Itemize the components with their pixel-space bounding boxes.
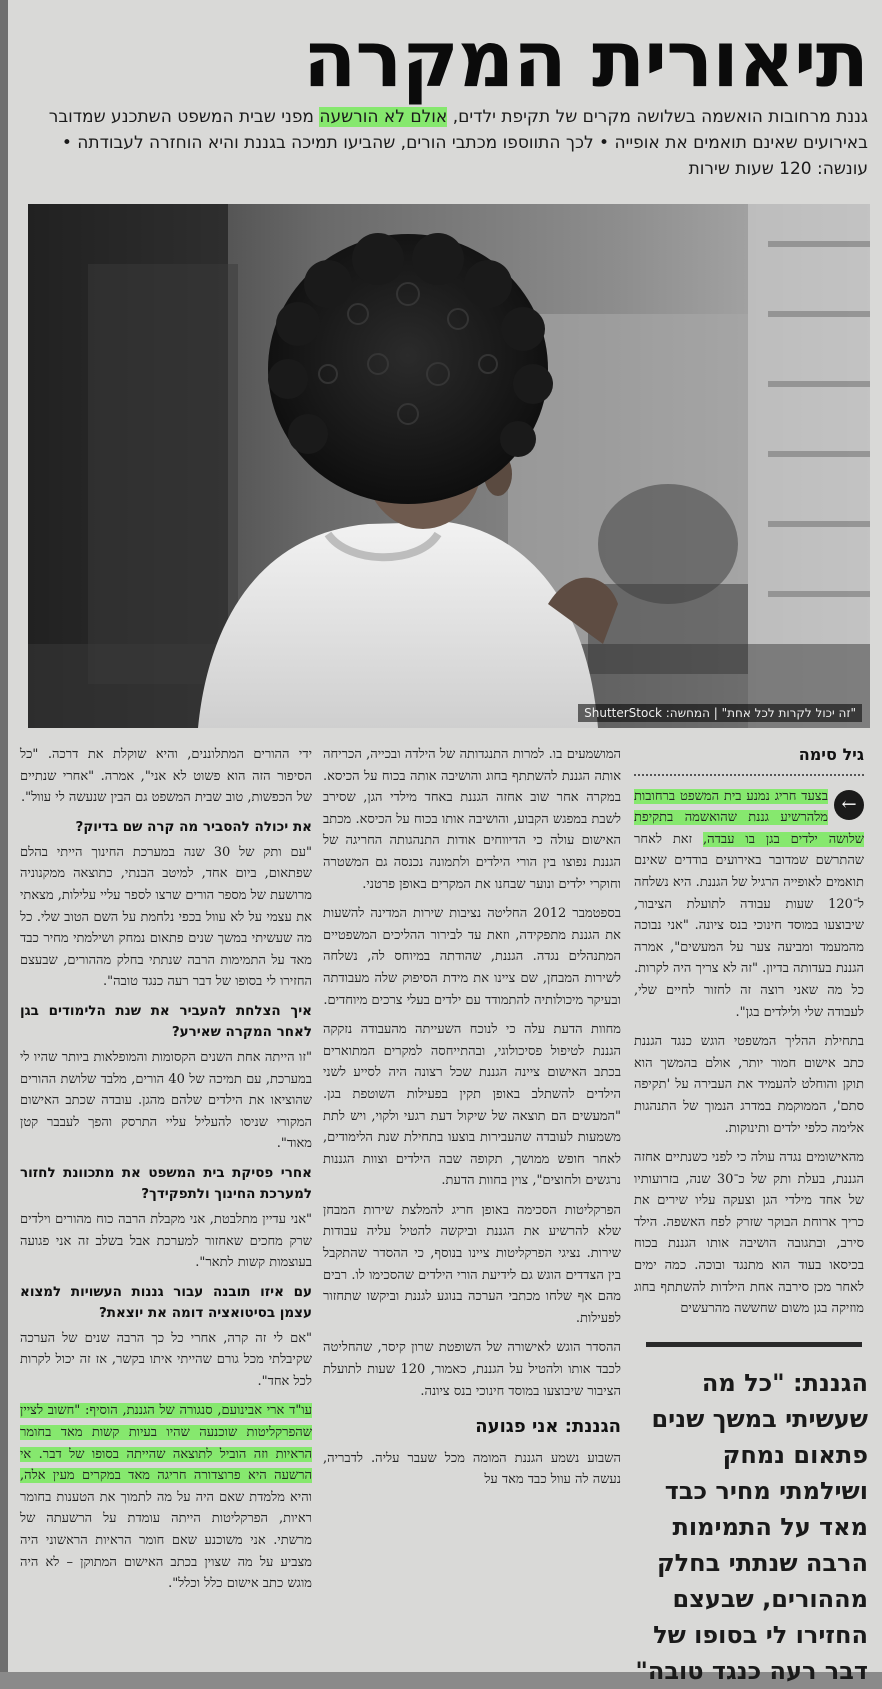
- highlighted-text: עו"ד ארי אבינועם, סנגורה של הגננת, הוסיף: "חשוב לציין שהפרקליטות שוכנעה שהיו בעיות קשות מאד בחומר הראיות וזה הוביל לתוצאה שהייתה בסופו של דבר. אי הרשעה היא פרוצדורה חריגה מאד במקרים מעין אלה,: [20, 1403, 312, 1484]
- article-photo: [28, 204, 870, 728]
- arrow-left-icon: ←: [834, 790, 864, 820]
- pull-quote: הגננת: "כל מה שעשיתי במשך שנים פתאום נמחק ושילמתי מחיר כבד מאד על התמימות הרבה שנתתי בחלק מההורים, שבעצם החזירו לי בסופו של דבר רעה כנגד טובה": [635, 1369, 868, 1685]
- lead-paragraph: [14, 104, 868, 194]
- photo-caption: "זה יכול לקרות לכל אחת" | המחשה: ShutterStock: [578, 704, 862, 722]
- interview-answer: "עם ותק של 30 שנה במערכת החינוך הייתי בהלם שפתאום, ביום אחד, למיטב הבנתי, כתוצאה ממקנוניה מרושעת של מספר הורים שרצו לספר עליי עלילות, מצאתי את עצמי על לא עוול בכפי נלחמת על השם הטוב שלי. כל מה שעשיתי במשך שנים פתאום נמחק ושילמתי מחיר כבד מאד על התמימות הרבה שנתתי בחלק מההורים, שבעצם החזירו לי בסופו של דבר רעה כנגד טובה".: [20, 844, 312, 990]
- paragraph: [20, 1400, 312, 1594]
- child-photo-illustration: [28, 204, 870, 728]
- column-right: [634, 744, 864, 1344]
- interview-answer: "אני עדיין מתלבטת, אני מקבלת הרבה כוח מהורים וילדים שרק מחכים שאחזור למערכת אבל בשלב זה אני פגועה בעוצמות קשות לתאר".: [20, 1211, 312, 1271]
- paragraph: ההסדר הוגש לאישורה של השופטת שרון קיסר, שהחליטה לכבד אותו ולהטיל על הגננת, כאמור, 120 שעות לתועלת הציבור שיבוצעו במוסד חינוכי בנס ציונה.: [323, 1340, 621, 1399]
- paragraph: הפרקליטות הסכימה באופן חריג להמלצת שירות המבחן שלא להרשיע את הגננת וביקשה להטיל עליה עבודות שירות. נציגי הפרקליטות ציינו בנוסף, כי ההסדר שהתקבל בין הצדדים הוגש גם לידיעת הורי הילדים שהסכימו לו. רבים מהם אף שלחו מכתבי הערכה בנוגע לגננת וביקשו שתחזור לפעילות.: [323, 1202, 621, 1326]
- interview-question: עם איזו תובנה עבור גננות העשויות למצוא עצמן בסיטואציה דומה את יוצאת?: [20, 1283, 312, 1321]
- paragraph-text: זאת לאחר שהתרשם שמדובר באירועים בודדים שאינם תואמים לאופייה הרגיל של הגננת. היא נשלחה ל־120 שעות עבודה לתועלת הציבור, שיבוצעו במוסד חינוכי בנס ציונה. "אני נבוכה מהמעמד ומביעה צער על המעשים", אמרה הגננת בעדותה בדיון. "זה לא צריך היה לקרות. כל מה שאני רוצה זה לחזור לחיים שלי, לעבודה שלי ולילדים בגן".: [634, 831, 864, 1020]
- paragraph: בספטמבר 2012 החליטה נציבות שירות המדינה להשעות את הגננת מתפקידה, וזאת עד לבירור ההליכים המשפטיים המתנהלים נגדה. הגננת, שהודתה במיוחס לה, נשלחה לשירות המבחן, שם ציינו את מידת הסיפוק שלה מעבודתה ובעיקר מיכולותיה להתמודד עם ילדים בעלי צרכים מיוחדים.: [323, 906, 622, 1008]
- column-middle: [323, 744, 621, 1662]
- interview-question: את יכולה להסביר מה קרה שם בדיוק?: [75, 818, 312, 835]
- paragraph: [634, 786, 864, 1024]
- interview-question: אחרי פסיקת בית המשפט את מתכוונת לחזור למערכת החינוך ולתפקידך?: [20, 1164, 312, 1202]
- lead-text-end: מפני שבית המשפט השתכנע שמדובר באירועים שאינם תואמים את אופייה • לכך התווספו מכתבי הורים, שהביעו תמיכה בגננת והיא הוחזרה לעבודתה • עונשה: 120 שעות שירות: [48, 107, 868, 179]
- paragraph: מהאישומים נגדה עולה כי לפני כשנתיים אחזה הגננת, בעלת ותק של כ־30 שנה, בזרועותיו של אחד מילדי הגן וצעקה עליו שירים את כריך ארוחת הבוקר שזרק לפח האשפה. הילד סירב, ובתגובה הושיבה אותו הגננת בכוח בכיסאו בעוד הוא מתנגד ובוכה. כמה ימים לאחר מכן סירבה אחת הילדות להשתתף בחוג מוזיקה בגן משום שחששה מהרעשים: [634, 1150, 864, 1317]
- paragraph: ידי ההורים המתלוננים, והיא שוקלת את דרכה. "כל הסיפור הזה הוא פשוט לא אני", אמרה. "אחרי שנתיים של הכפשות, טוב שבית המשפט גם הבין שנעשה לי עוול".: [20, 747, 312, 806]
- paragraph: מחוות הדעת עלה כי לנוכח השעייתה מהעבודה נזקקה הגננת לטיפול פסיכולוגי, ובהתייחסה למקרים המתוארים בכתב האישום ציינה הגננת שכל רצונה היה לסייע לשני הילדים להשתלב באופן תקין בפעילות השוטפת בגן. "המעשים הם תוצאה של שיקול דעת רגעי ולקוי, ויש לתת משמעות לעובדה שהעבירות בוצעו בתחילת שנת הלימודים, לאחר חופש ממושך, תקופה שבה הילדים וצוות הגננות נרגשים ולחוצים", צוין בחוות הדעת.: [323, 1022, 621, 1189]
- column-left: [20, 744, 312, 1662]
- interview-answer: "זו הייתה אחת השנים הקסומות והמופלאות ביותר שהיו לי במערכת, עם תמיכה של 40 הורים, מלבד שלושת ההורים שהוציאו את הילדים שלהם מהגן. עובדה שכתב האישום המקורי שניסו להעליל עליי התרסק והפך לעבבר קטן מאוד".: [20, 1049, 312, 1152]
- paragraph-text: והיא מלמדת שאם היה על מה לתמוך את הטענות בחומר ראיות, הפרקליטות הייתה עומדת על הרשעתה של מרשתי. אני משוכנע שאם חומר הראיות הראשוני היה מצביע על מה שצוין בכתב האישום המתוקן – לא היה מוגש כתב אישום כלל וכלל".: [20, 1489, 312, 1592]
- subheading: הגננת: אני פגועה: [475, 1416, 621, 1438]
- lead-highlight: אולם לא הורשעה: [319, 107, 448, 127]
- interview-question: איך הצלחת להעביר את שנת הלימודים בגן לאחר המקרה שאירע?: [20, 1002, 312, 1040]
- headline: תיאורית המקרה: [302, 15, 868, 105]
- lead-text-start: גננת מרחובות הואשמה בשלושה מקרים של תקיפת ילדים,: [447, 107, 868, 127]
- paragraph: המושמעים בו. למרות התנגדותה של הילדה ובכייה, הכריחה אותה הגננת להשתתף בחוג והושיבה אותה בכוח על הכיסא. במקרה אחר שוב אחזה הגננת באחד מילדי הגן, שסירב לשבת במפגש הקבוע, והושיבה אותו בכוח על הכיסא. מכתב האישום עולה כי הדיווחים אודות התנהגותה החריגה של הגננת נפוצו בין הורי הילדים ולתמונה נכנסה גם המשטרה וחוקרי ילדים ונוער שבחנו את המקרים באופן פרטני.: [323, 747, 621, 892]
- pullquote-divider: [646, 1342, 862, 1347]
- byline: גיל סימה: [634, 744, 864, 776]
- paragraph: בתחילת ההליך המשפטי הוגש כנגד הגננת כתב אישום חמור יותר, אולם בהמשך הוא תוקן והוחלט להעמיד את העבירה על 'תקיפה סתם', הממוקמת במדרג הנמוך של התנהגות אלימה כלפי ילדים ותינוקות.: [634, 1034, 864, 1136]
- highlighted-text: בצעד חריג נמנע בית המשפט ברחובות מלהרשיע גננת שהואשמה בתקיפת שלושה ילדים בגן בו עבדה,: [634, 788, 864, 847]
- interview-answer: "אם לי זה קרה, אחרי כל כך הרבה שנים של הערכה שקיבלתי מכל גורם שהייתי איתו בקשר, אז זה יכול לקרות לכל אחד".: [20, 1330, 312, 1389]
- paragraph: השבוע נשמע הגננת המומה מכל שעבר עליה. לדבריה, נעשה לה עוול כבד מאד על: [323, 1450, 621, 1488]
